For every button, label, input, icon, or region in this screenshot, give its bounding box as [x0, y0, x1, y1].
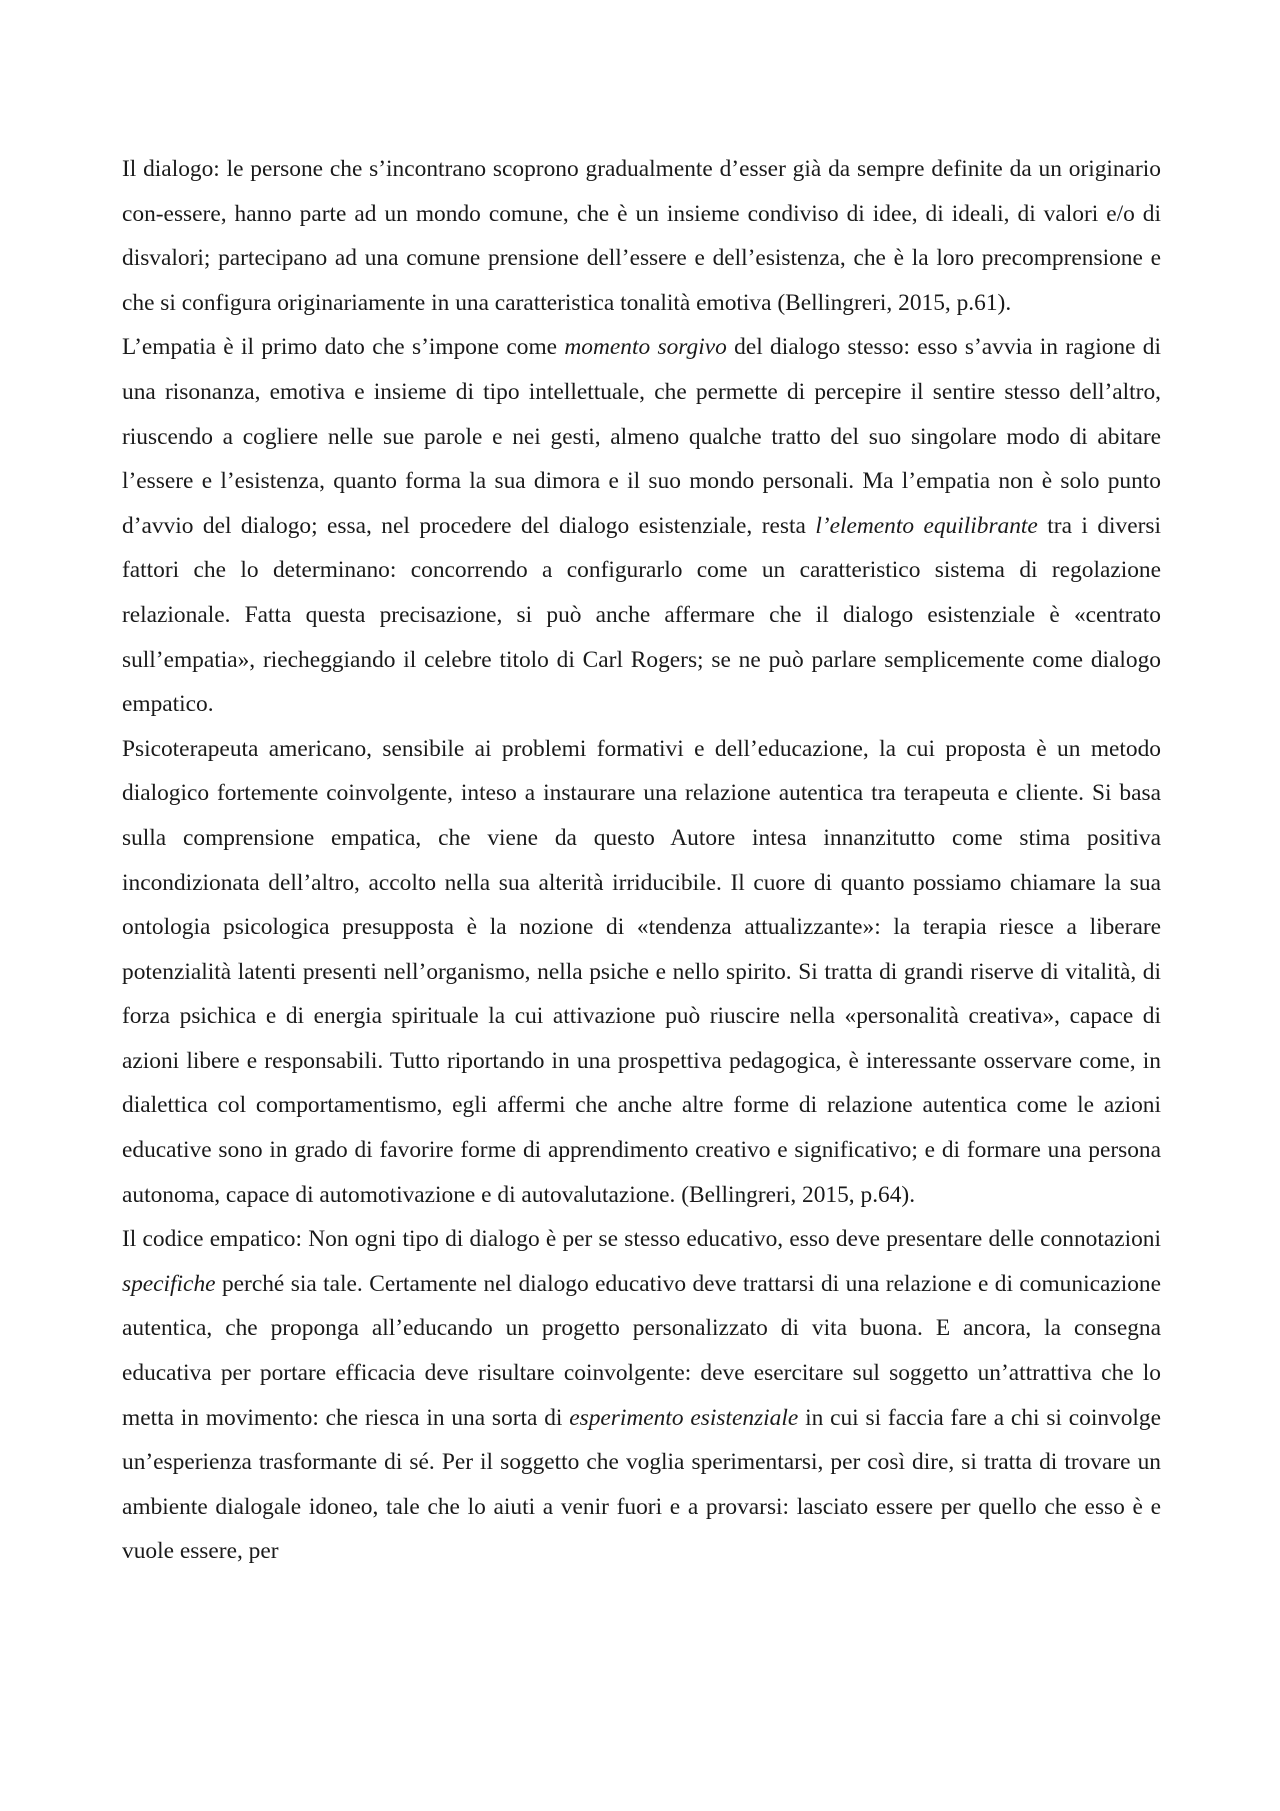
paragraph-psicoterapeuta — [122, 727, 1161, 1218]
italic-text-run: momento sorgivo — [564, 334, 727, 361]
paragraph-codice-empatico — [122, 1217, 1161, 1574]
italic-text-run: esperimento esistenziale — [569, 1404, 799, 1431]
text-run: Psicoterapeuta americano, sensibile ai problemi formativi e dell’educazione, la cui proposta è un metodo dialogico fortemente coinvolgente, inteso a instaurare una relazione autentica tra terapeuta e cliente. Si basa sulla comprensione empatica, che viene da questo Autore intesa innanzitutto come stima positiva incondizionata dell’altro, accolto nella sua alterità irriducibile. Il cuore di quanto possiamo chiamare la sua ontologia psicologica presupposta è la nozione di «tendenza attualizzante»: la terapia riesce a liberare potenzialità latenti presenti nell’organismo, nella psiche e nello spirito. Si tratta di grandi riserve di vitalità, di forza psichica e di energia spirituale la cui attivazione può riuscire nella «personalità creativa», capace di azioni libere e responsabili. Tutto riportando in una prospettiva pedagogica, è interessante osservare come, in dialettica col comportamentismo, egli affermi che anche altre forme di relazione autentica come le azioni educative sono in grado di favorire forme di apprendimento creativo e significativo; e di formare una persona autonoma, capace di automotivazione e di autovalutazione. (Bellingreri, 2015, p.64). — [122, 735, 1161, 1208]
text-run: tra i diversi fattori che lo determinano: concorrendo a configurarlo come un caratteristico sistema di regolazione relazionale. Fatta questa precisazione, si può anche affermare che il dialogo esistenziale è «centrato sull’empatia», riecheggiando il celebre titolo di Carl Rogers; se ne può parlare semplicemente come dialogo empatico. — [122, 512, 1162, 718]
italic-text-run: l’elemento equilibrante — [815, 512, 1038, 539]
text-run: L’empatia è il primo dato che s’impone come — [122, 334, 565, 361]
text-run: Il codice empatico: Non ogni tipo di dialogo è per se stesso educativo, esso deve presentare delle connotazioni — [122, 1226, 1161, 1253]
italic-text-run: specifiche — [122, 1270, 216, 1297]
paragraph-empatia — [122, 325, 1161, 726]
text-run: perché sia tale. Certamente nel dialogo educativo deve trattarsi di una relazione e di comunicazione autentica, che proponga all’educando un progetto personalizzato di vita buona. E ancora, la consegna educativa per portare efficacia deve risultare coinvolgente: deve esercitare sul soggetto un’attrattiva che lo metta in movimento: che riesca in una sorta di — [122, 1270, 1161, 1431]
text-run: del dialogo stesso: esso s’avvia in ragione di una risonanza, emotiva e insieme di tipo intellettuale, che permette di percepire il sentire stesso dell’altro, riuscendo a cogliere nelle sue parole e nei gesti, almeno qualche tratto del suo singolare modo di abitare l’essere e l’esistenza, quanto forma la sua dimora e il suo mondo personali. Ma l’empatia non è solo punto d’avvio del dialogo; essa, nel procedere del dialogo esistenziale, resta — [122, 334, 1161, 539]
text-run: Il dialogo: le persone che s’incontrano scoprono gradualmente d’esser già da sempre definite da un originario con-essere, hanno parte ad un mondo comune, che è un insieme condiviso di idee, di ideali, di valori e/o di disvalori; partecipano ad una comune prensione dell’essere e dell’esistenza, che è la loro precomprensione e che si configura originariamente in una caratteristica tonalità emotiva (Bellingreri, 2015, p.61). — [122, 156, 1161, 316]
text-run: in cui si faccia fare a chi si coinvolge un’esperienza trasformante di sé. Per il soggetto che voglia sperimentarsi, per così dire, si tratta di trovare un ambiente dialogale idoneo, tale che lo aiuti a venir fuori e a provarsi: lasciato essere per quello che esso è e vuole essere, per — [122, 1404, 1161, 1565]
paragraph-dialogo — [122, 147, 1161, 325]
body-text — [122, 147, 1161, 1574]
